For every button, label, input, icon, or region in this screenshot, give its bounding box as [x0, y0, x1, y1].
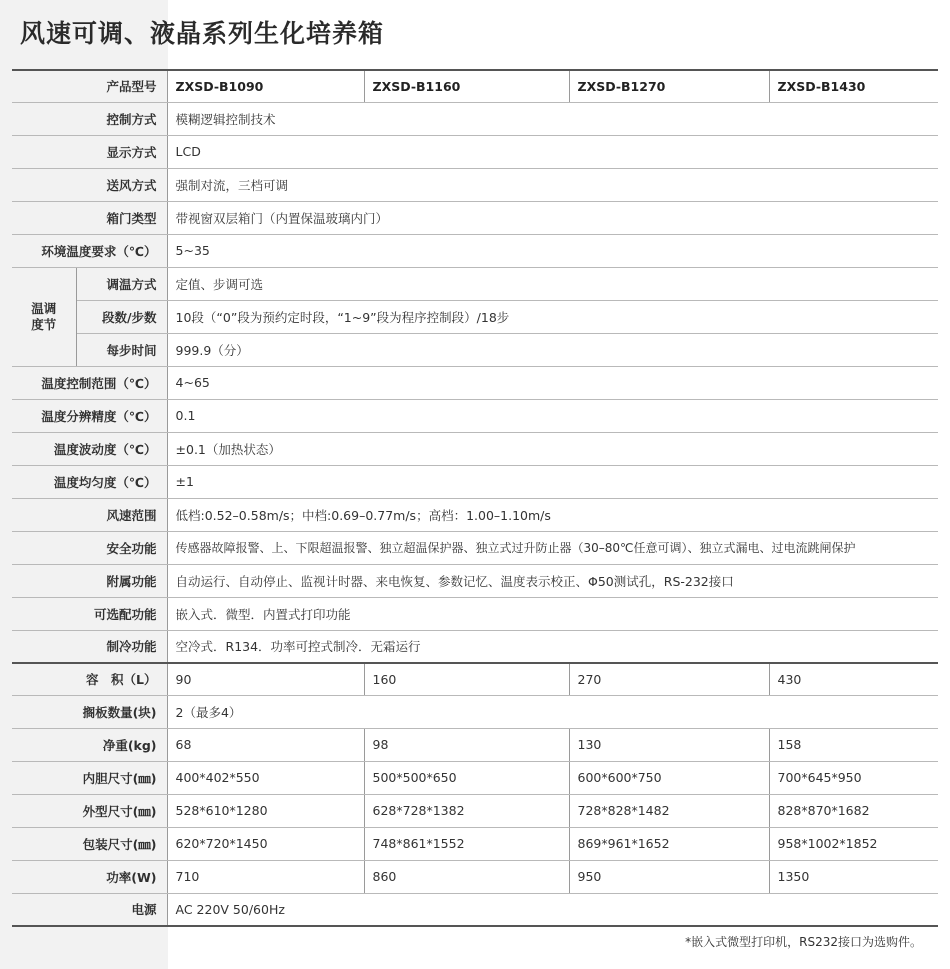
- value-segments: 10段（“0”段为预约定时段，“1~9”段为程序控制段）/18步: [167, 300, 938, 333]
- row-airflow: [12, 168, 938, 201]
- value-step-time: 999.9（分）: [167, 333, 938, 366]
- model-3: ZXSD-B1270: [569, 70, 769, 102]
- label-segments: 段数/步数: [76, 300, 167, 333]
- row-outer-size: [12, 794, 938, 827]
- row-inner-size: [12, 761, 938, 794]
- spec-table: [12, 69, 938, 927]
- volume-2: 160: [364, 663, 569, 695]
- value-optional: 嵌入式．微型．内置式打印功能: [167, 597, 938, 630]
- label-volume: 容 积（L）: [12, 663, 167, 695]
- label-supply: 电源: [12, 893, 167, 926]
- row-step-time: [12, 333, 938, 366]
- value-safety: 传感器故障报警、上、下限超温报警、独立超温保护器、独立式过升防止器（30–80℃任意可调）、独立式漏电、过电流跳闸保护: [167, 531, 938, 564]
- inner-size-1: 400*402*550: [167, 761, 364, 794]
- row-control: [12, 102, 938, 135]
- page-title: 风速可调、液晶系列生化培养箱: [20, 19, 385, 48]
- row-accessory: [12, 564, 938, 597]
- label-shelves: 搁板数量(块): [12, 695, 167, 728]
- label-temp-group: [12, 267, 76, 366]
- volume-3: 270: [569, 663, 769, 695]
- net-weight-2: 98: [364, 728, 569, 761]
- label-airflow: 送风方式: [12, 168, 167, 201]
- value-wind-range: 低档:0.52–0.58m/s；中档:0.69–0.77m/s；高档：1.00–1.10m/s: [167, 498, 938, 531]
- inner-size-3: 600*600*750: [569, 761, 769, 794]
- row-temp-uniformity: [12, 465, 938, 498]
- net-weight-1: 68: [167, 728, 364, 761]
- row-volume: [12, 663, 938, 695]
- label-control: 控制方式: [12, 102, 167, 135]
- package-size-4: 958*1002*1852: [769, 827, 938, 860]
- outer-size-4: 828*870*1682: [769, 794, 938, 827]
- row-temp-resolution: [12, 399, 938, 432]
- value-env-temp: 5~35: [167, 234, 938, 267]
- value-display: LCD: [167, 135, 938, 168]
- value-adjust-mode: 定值、步调可选: [167, 267, 938, 300]
- package-size-1: 620*720*1450: [167, 827, 364, 860]
- label-cooling: 制冷功能: [12, 630, 167, 663]
- label-safety: 安全功能: [12, 531, 167, 564]
- value-temp-uniformity: ±1: [167, 465, 938, 498]
- outer-size-3: 728*828*1482: [569, 794, 769, 827]
- row-cooling: [12, 630, 938, 663]
- label-net-weight: 净重(kg): [12, 728, 167, 761]
- package-size-3: 869*961*1652: [569, 827, 769, 860]
- label-temp-range: 温度控制范围（℃）: [12, 366, 167, 399]
- label-temp-resolution: 温度分辨精度（℃）: [12, 399, 167, 432]
- model-4: ZXSD-B1430: [769, 70, 938, 102]
- row-power: [12, 860, 938, 893]
- row-optional: [12, 597, 938, 630]
- row-shelves: [12, 695, 938, 728]
- net-weight-4: 158: [769, 728, 938, 761]
- label-env-temp: 环境温度要求（℃）: [12, 234, 167, 267]
- row-temp-range: [12, 366, 938, 399]
- row-temp-fluctuation: [12, 432, 938, 465]
- label-door: 箱门类型: [12, 201, 167, 234]
- power-3: 950: [569, 860, 769, 893]
- row-net-weight: [12, 728, 938, 761]
- row-env-temp: [12, 234, 938, 267]
- row-adjust-mode: [12, 267, 938, 300]
- label-package-size: 包装尺寸(㎜): [12, 827, 167, 860]
- inner-size-4: 700*645*950: [769, 761, 938, 794]
- row-model: [12, 70, 938, 102]
- row-package-size: [12, 827, 938, 860]
- label-model: 产品型号: [12, 70, 167, 102]
- footnote: *嵌入式微型打印机，RS232接口为选购件。: [685, 935, 922, 949]
- power-1: 710: [167, 860, 364, 893]
- label-temp-fluctuation: 温度波动度（℃）: [12, 432, 167, 465]
- row-safety: [12, 531, 938, 564]
- label-step-time: 每步时间: [76, 333, 167, 366]
- model-1: ZXSD-B1090: [167, 70, 364, 102]
- package-size-2: 748*861*1552: [364, 827, 569, 860]
- label-wind-range: 风速范围: [12, 498, 167, 531]
- label-temp-uniformity: 温度均匀度（℃）: [12, 465, 167, 498]
- value-accessory: 自动运行、自动停止、监视计时器、来电恢复、参数记忆、温度表示校正、Φ50测试孔，RS-232接口: [167, 564, 938, 597]
- outer-size-1: 528*610*1280: [167, 794, 364, 827]
- value-temp-fluctuation: ±0.1（加热状态）: [167, 432, 938, 465]
- row-segments: [12, 300, 938, 333]
- power-4: 1350: [769, 860, 938, 893]
- label-optional: 可选配功能: [12, 597, 167, 630]
- label-adjust-mode: 调温方式: [76, 267, 167, 300]
- row-door: [12, 201, 938, 234]
- power-2: 860: [364, 860, 569, 893]
- model-2: ZXSD-B1160: [364, 70, 569, 102]
- row-wind-range: [12, 498, 938, 531]
- volume-1: 90: [167, 663, 364, 695]
- label-accessory: 附属功能: [12, 564, 167, 597]
- label-power: 功率(W): [12, 860, 167, 893]
- inner-size-2: 500*500*650: [364, 761, 569, 794]
- value-temp-range: 4~65: [167, 366, 938, 399]
- temp-group-text: 温调度节: [31, 300, 57, 332]
- outer-size-2: 628*728*1382: [364, 794, 569, 827]
- value-cooling: 空冷式．R134．功率可控式制冷．无霜运行: [167, 630, 938, 663]
- value-temp-resolution: 0.1: [167, 399, 938, 432]
- row-display: [12, 135, 938, 168]
- value-control: 模糊逻辑控制技术: [167, 102, 938, 135]
- value-shelves: 2（最多4）: [167, 695, 938, 728]
- label-inner-size: 内胆尺寸(㎜): [12, 761, 167, 794]
- value-supply: AC 220V 50/60Hz: [167, 893, 938, 926]
- value-airflow: 强制对流，三档可调: [167, 168, 938, 201]
- row-supply: [12, 893, 938, 926]
- volume-4: 430: [769, 663, 938, 695]
- label-display: 显示方式: [12, 135, 167, 168]
- value-door: 带视窗双层箱门（内置保温玻璃内门）: [167, 201, 938, 234]
- net-weight-3: 130: [569, 728, 769, 761]
- label-outer-size: 外型尺寸(㎜): [12, 794, 167, 827]
